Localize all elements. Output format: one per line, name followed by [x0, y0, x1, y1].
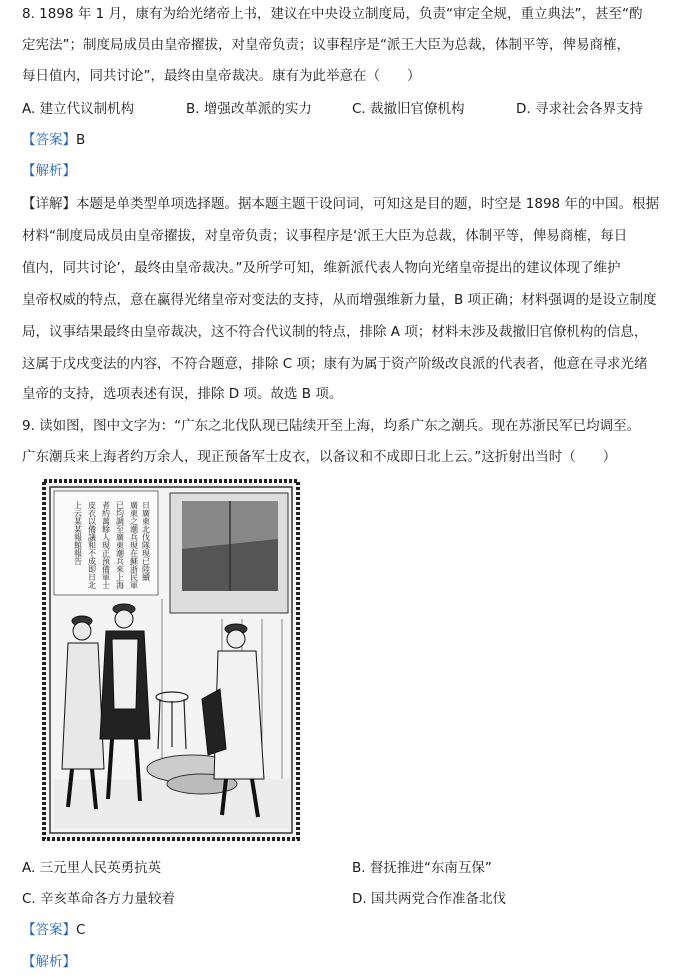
q8-answer-value: B: [76, 132, 86, 148]
q8-stem-line-1: 8. 1898 年 1 月，康有为给光绪帝上书，建议在中央设立制度局，负责“审定全规，重立典法”，甚至“酌: [22, 6, 643, 22]
caption-column-6: 上云某某報館報告: [73, 501, 83, 565]
q8-analysis-heading: 【解析】: [22, 163, 76, 179]
q8-detail-line-3: 值内，同共讨论’，最终由皇帝裁决。”及所学可知，维新派代表人物向光绪皇帝提出的建议体现了维护: [22, 260, 621, 276]
q8-detail-line-5: 局，议事结果最终由皇帝裁决，这不符合代议制的特点，排除 A 项；材料未涉及裁撤旧官僚机构的信息，: [22, 324, 648, 340]
q9-option-c: C. 辛亥革命各方力量较着: [22, 891, 176, 907]
q9-stem-line-1: 9. 读如图，图中文字为：“广东之北伐队现已陆续开至上海，均系广东之潮兵。现在苏浙民军已均调至。: [22, 418, 641, 434]
q9-option-d: D. 国共两党合作准备北伐: [352, 891, 506, 907]
q9-answer: [22, 920, 672, 940]
q9-analysis-heading: 【解析】: [22, 954, 76, 970]
q8-detail-line-4: 皇帝权威的特点，意在赢得光绪皇帝对变法的支持，从而增强维新力量，B 项正确；材料强调的是设立制度: [22, 292, 657, 308]
q8-detail-line-6: 这属于戊戌变法的内容，不符合题意，排除 C 项；康有为属于资产阶级改良派的代表者，他意在寻求光绪: [22, 356, 648, 372]
q8-detail-label: 【详解】: [22, 196, 76, 212]
q9-option-b: B. 督抚推进“东南互保”: [352, 860, 492, 876]
q8-answer: [22, 130, 672, 150]
q9-option-a: A. 三元里人民英勇抗英: [22, 860, 162, 876]
q8-option-d: D. 寻求社会各界支持: [516, 101, 643, 117]
caption-column-4: 者約萬餘人現正預備軍士: [101, 501, 111, 589]
caption-column-3: 已均調至廣東潮兵來上海: [115, 501, 125, 589]
q9-answer-value: C: [76, 922, 86, 938]
caption-column-5: 皮衣以備議和不成即日北: [87, 501, 97, 589]
q9-analysis-label: [22, 952, 672, 972]
q8-analysis-label: [22, 161, 672, 181]
q9-stem-line-2: 广东潮兵来上海者约万余人，现正预备军士皮衣，以备议和不成即日北上云。”这折射出当时（ ）: [22, 449, 617, 465]
caption-column-2: 廣東之潮兵現在蘇浙民軍: [129, 501, 139, 589]
q8-stem-line-2: 定宪法”；制度局成员由皇帝擢拔，对皇帝负责；议事程序是“派王大臣为总裁，体制平等，俾易商榷，: [22, 37, 630, 53]
q8-stem-line-3: 每日值内，同共讨论”，最终由皇帝裁决。康有为此举意在（ ）: [22, 68, 421, 84]
q8-detail-line-2: 材料“制度局成员由皇帝擢拔，对皇帝负责；议事程序是‘派王大臣为总裁，体制平等，俾易商榷，每日: [22, 228, 628, 244]
illustration-drawing: [42, 479, 300, 841]
q8-detail-line-1: [22, 194, 672, 214]
historical-illustration: [42, 479, 300, 841]
q8-option-a: A. 建立代议制机构: [22, 101, 135, 117]
q8-option-b: B. 增强改革派的实力: [186, 101, 312, 117]
q8-detail-line-7: 皇帝的支持，选项表述有误，排除 D 项。故选 B 项。: [22, 386, 343, 402]
q8-answer-label: 【答案】: [22, 132, 76, 148]
q8-detail-text-1: 本题是单类型单项选择题。据本题主题干设问词，可知这是目的题，时空是 1898 年的中国。根据: [76, 196, 659, 212]
caption-column-1: 日廣東北伐隊現已陸續: [141, 501, 151, 581]
q8-option-c: C. 裁撤旧官僚机构: [352, 101, 465, 117]
q9-answer-label: 【答案】: [22, 922, 76, 938]
